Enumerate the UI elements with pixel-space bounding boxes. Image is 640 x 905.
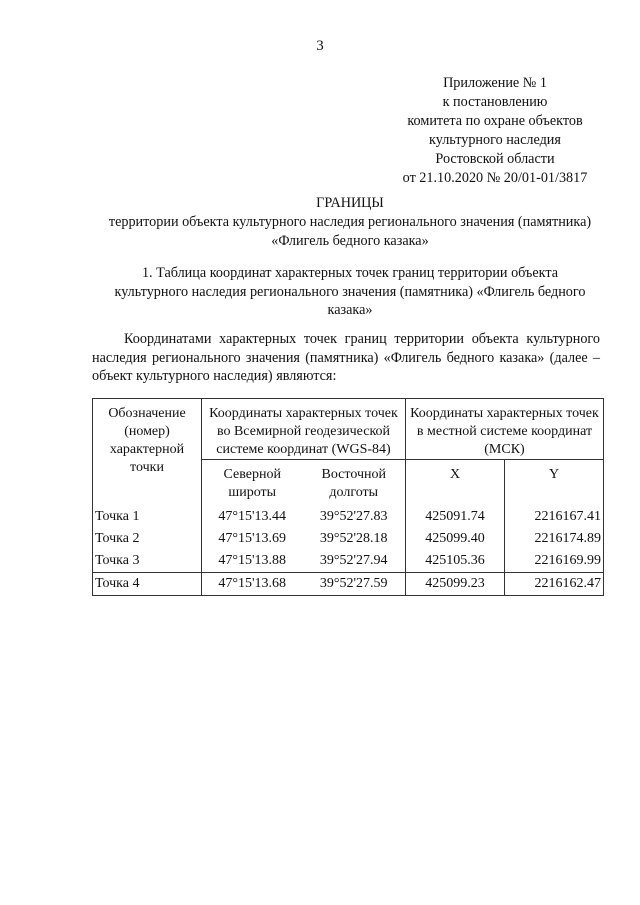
intro-paragraph: Координатами характерных точек границ территории объекта культурного наследия регионального значения (памятника) «Флигель бедного казака» (далее – объект культурного наследия) являются: <box>92 331 600 384</box>
point-name: Точка 1 <box>93 502 202 528</box>
section-heading-line: казака» <box>327 302 373 318</box>
coordinates-table <box>92 398 604 596</box>
point-x: 425099.40 <box>406 528 505 550</box>
header-wgs84: Координаты характерных точек во Всемирной геодезической системе координат (WGS-84) <box>202 399 406 460</box>
point-x: 425099.23 <box>406 573 505 596</box>
header-lat: Северной широты <box>202 460 303 503</box>
point-y: 2216167.41 <box>505 502 604 528</box>
appendix-line: Приложение № 1 <box>443 75 547 91</box>
section-heading-line: культурного наследия регионального значения (памятника) «Флигель бедного <box>114 283 586 300</box>
point-x: 425091.74 <box>406 502 505 528</box>
header-lon: Восточной долготы <box>302 460 405 503</box>
point-lon: 39°52'27.83 <box>302 502 405 528</box>
header-msk: Координаты характерных точек в местной системе координат (МСК) <box>406 399 604 460</box>
point-y: 2216162.47 <box>505 573 604 596</box>
appendix-block <box>360 74 630 188</box>
appendix-line: комитета по охране объектов <box>407 113 583 129</box>
point-y: 2216169.99 <box>505 550 604 573</box>
table-row <box>93 528 604 550</box>
appendix-line: от 21.10.2020 № 20/01-01/3817 <box>402 170 588 186</box>
section-heading-line: 1. Таблица координат характерных точек границ территории объекта <box>141 265 559 281</box>
point-lat: 47°15'13.88 <box>218 553 287 568</box>
appendix-line: Ростовской области <box>435 151 555 167</box>
header-point: Обозначение (номер) характерной точки <box>93 399 202 503</box>
point-lat: 47°15'13.44 <box>218 509 287 524</box>
table-row <box>93 550 604 573</box>
appendix-line: культурного наследия <box>429 132 561 148</box>
table-row <box>93 573 604 596</box>
table-row <box>93 502 604 528</box>
point-lon: 39°52'27.59 <box>302 573 405 596</box>
point-lat: 47°15'13.69 <box>218 531 287 546</box>
section-heading <box>80 264 620 320</box>
title-line: «Флигель бедного казака» <box>271 233 429 249</box>
title-line: территории объекта культурного наследия регионального значения (памятника) <box>108 214 592 230</box>
appendix-line: к постановлению <box>442 94 548 110</box>
point-name: Точка 2 <box>93 528 202 550</box>
point-lon: 39°52'28.18 <box>302 528 405 550</box>
header-x: X <box>406 460 505 503</box>
page-number: 3 <box>316 38 324 54</box>
point-x: 425105.36 <box>406 550 505 573</box>
point-lon: 39°52'27.94 <box>302 550 405 573</box>
point-name: Точка 3 <box>93 550 202 573</box>
point-name: Точка 4 <box>93 573 202 596</box>
point-lat: 47°15'13.68 <box>202 573 303 596</box>
header-y: Y <box>505 460 604 503</box>
document-title <box>70 194 630 251</box>
point-y: 2216174.89 <box>505 528 604 550</box>
title-heading: ГРАНИЦЫ <box>316 195 384 211</box>
